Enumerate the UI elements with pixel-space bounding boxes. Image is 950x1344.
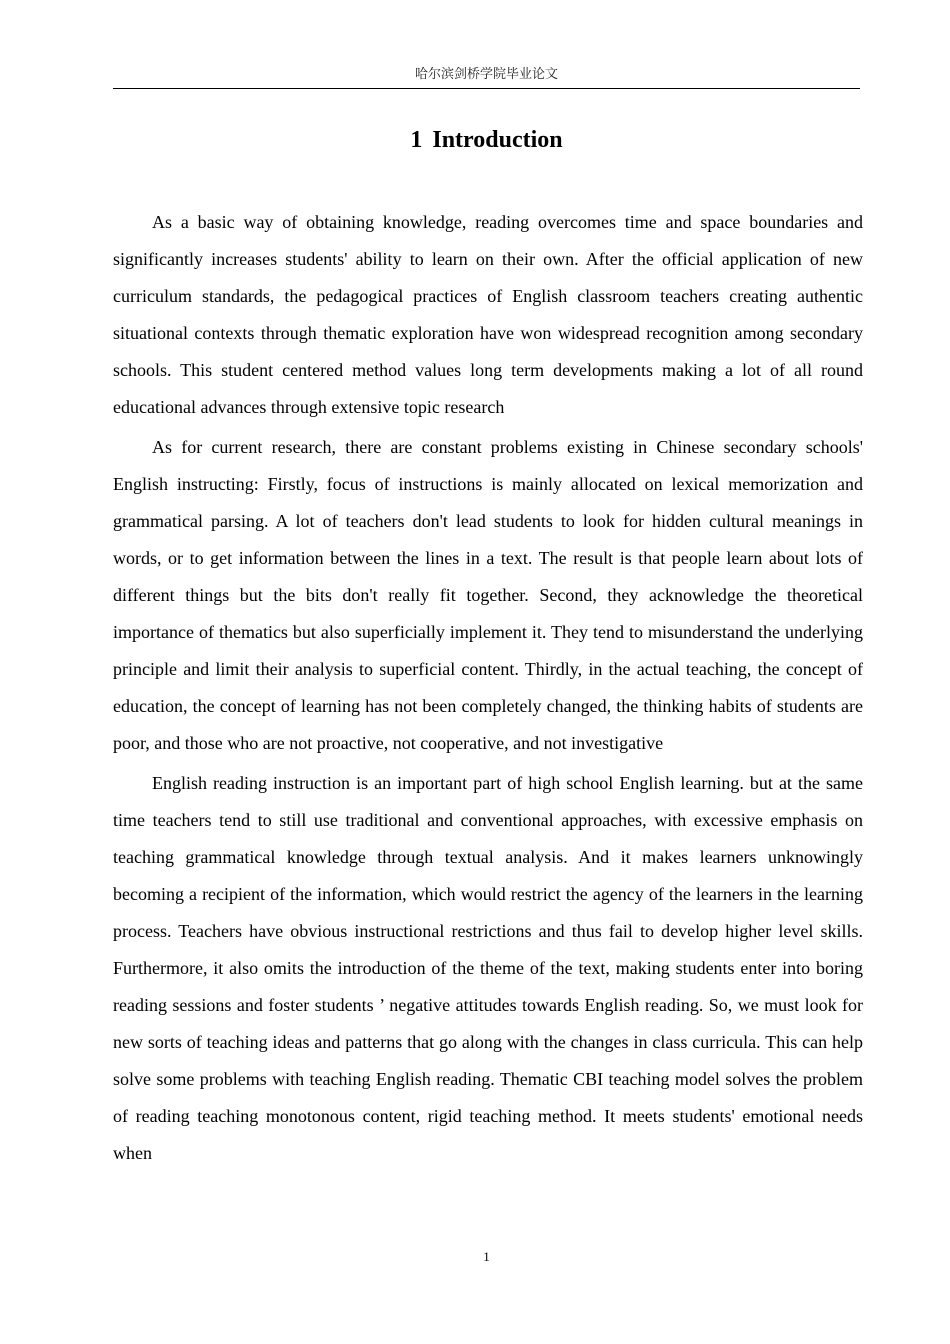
- page-number: 1: [483, 1249, 490, 1264]
- body-text: [113, 204, 863, 1175]
- chapter-title: [113, 124, 860, 156]
- header-rule: [113, 88, 860, 89]
- chapter-number: 1: [410, 127, 423, 153]
- paragraph: As a basic way of obtaining knowledge, reading overcomes time and space boundaries and significantly increases students' ability to learn on their own. After the official application of new curriculum standards, the pedagogical practices of English classroom teachers creating authentic situational contexts through thematic exploration have won widespread recognition among secondary schools. This student centered method values long term developments making a lot of all round educational advances through extensive topic research: [113, 212, 863, 417]
- chapter-title-text: Introduction: [432, 127, 563, 153]
- running-header: 哈尔滨剑桥学院毕业论文: [414, 67, 558, 82]
- paragraph: As for current research, there are constant problems existing in Chinese secondary schools' English instructing: Firstly, focus of instructions is mainly allocated on lexical memorization and grammatical parsing. A lot of teachers don't lead students to look for hidden cultural meanings in words, or to get information between the lines in a text. The result is that people learn about lots of different things but the bits don't really fit together. Second, they acknowledge the theoretical importance of thematics but also superficially implement it. They tend to misunderstand the underlying principle and limit their analysis to superficial content. Thirdly, in the actual teaching, the concept of education, the concept of learning has not been completely changed, the thinking habits of students are poor, and those who are not proactive, not cooperative, and not investigative: [113, 437, 863, 753]
- paragraph: English reading instruction is an important part of high school English learning. but at the same time teachers tend to still use traditional and conventional approaches, with excessive emphasis on teaching grammatical knowledge through textual analysis. And it makes learners unknowingly becoming a recipient of the information, which would restrict the agency of the learners in the learning process. Teachers have obvious instructional restrictions and thus fail to develop higher level skills. Furthermore, it also omits the introduction of the theme of the text, making students enter into boring reading sessions and foster students ’ negative attitudes towards English reading. So, we must look for new sorts of teaching ideas and patterns that go along with the changes in class curricula. This can help solve some problems with teaching English reading. Thematic CBI teaching model solves the problem of reading teaching monotonous content, rigid teaching method. It meets students' emotional needs when: [113, 773, 863, 1163]
